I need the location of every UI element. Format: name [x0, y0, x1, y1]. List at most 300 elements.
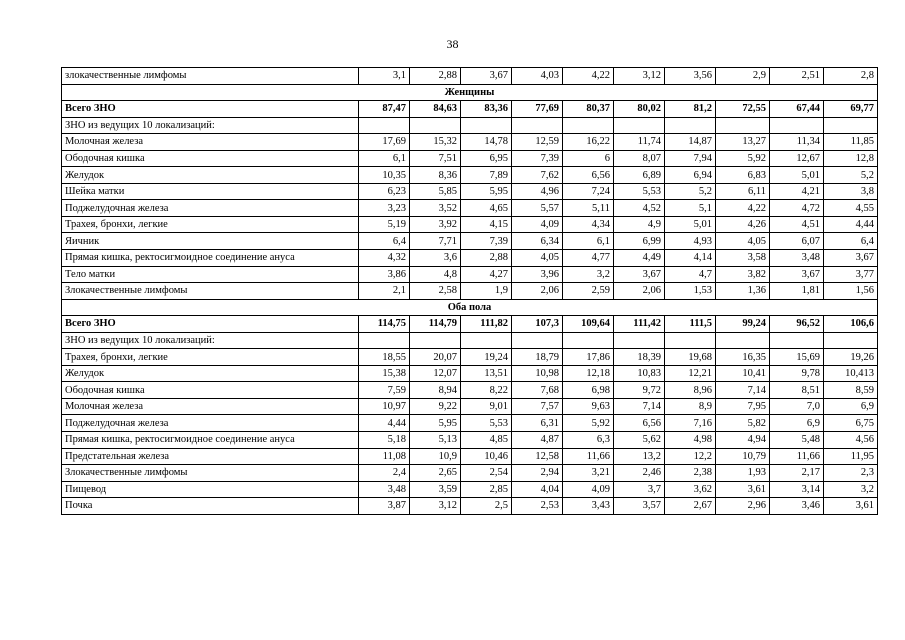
value-cell: 15,32	[410, 134, 461, 151]
value-cell: 6,9	[824, 398, 878, 415]
value-cell: 5,2	[665, 183, 716, 200]
value-cell: 19,26	[824, 349, 878, 366]
value-cell: 4,32	[359, 250, 410, 267]
row-label: Тело матки	[62, 266, 359, 283]
value-cell: 8,22	[461, 382, 512, 399]
value-cell: 3,8	[824, 183, 878, 200]
value-cell: 10,9	[410, 448, 461, 465]
value-cell: 3,6	[410, 250, 461, 267]
value-cell: 114,79	[410, 316, 461, 333]
value-cell: 7,57	[512, 398, 563, 415]
value-cell: 6,4	[824, 233, 878, 250]
value-cell: 6,89	[614, 167, 665, 184]
value-cell: 4,14	[665, 250, 716, 267]
table-row	[62, 266, 878, 283]
value-cell: 3,96	[512, 266, 563, 283]
value-cell: 2,38	[665, 465, 716, 482]
value-cell: 3,61	[824, 498, 878, 515]
value-cell: 6,07	[770, 233, 824, 250]
total-row	[62, 316, 878, 333]
value-cell	[665, 332, 716, 349]
row-label: Всего ЗНО	[62, 101, 359, 118]
value-cell	[770, 117, 824, 134]
value-cell: 6,83	[716, 167, 770, 184]
value-cell: 11,08	[359, 448, 410, 465]
value-cell: 2,96	[716, 498, 770, 515]
value-cell: 4,44	[824, 216, 878, 233]
value-cell: 96,52	[770, 316, 824, 333]
value-cell: 2,4	[359, 465, 410, 482]
table-row	[62, 283, 878, 300]
value-cell: 1,81	[770, 283, 824, 300]
value-cell	[512, 117, 563, 134]
value-cell: 6,56	[614, 415, 665, 432]
value-cell: 7,39	[512, 150, 563, 167]
value-cell: 7,39	[461, 233, 512, 250]
value-cell: 6	[563, 150, 614, 167]
table-row	[62, 448, 878, 465]
value-cell: 4,96	[512, 183, 563, 200]
row-label: ЗНО из ведущих 10 локализаций:	[62, 117, 359, 134]
value-cell: 1,9	[461, 283, 512, 300]
value-cell: 4,98	[665, 432, 716, 449]
value-cell: 2,67	[665, 498, 716, 515]
value-cell: 8,51	[770, 382, 824, 399]
value-cell: 5,48	[770, 432, 824, 449]
value-cell: 14,87	[665, 134, 716, 151]
value-cell: 3,48	[770, 250, 824, 267]
value-cell: 12,67	[770, 150, 824, 167]
value-cell: 17,86	[563, 349, 614, 366]
value-cell: 69,77	[824, 101, 878, 118]
value-cell: 5,53	[461, 415, 512, 432]
value-cell: 12,59	[512, 134, 563, 151]
value-cell: 4,05	[512, 250, 563, 267]
value-cell: 2,85	[461, 481, 512, 498]
value-cell: 2,3	[824, 465, 878, 482]
value-cell: 4,15	[461, 216, 512, 233]
table-row	[62, 398, 878, 415]
value-cell: 1,93	[716, 465, 770, 482]
value-cell: 109,64	[563, 316, 614, 333]
value-cell: 7,94	[665, 150, 716, 167]
value-cell: 9,63	[563, 398, 614, 415]
value-cell: 2,94	[512, 465, 563, 482]
value-cell: 5,19	[359, 216, 410, 233]
value-cell: 4,52	[614, 200, 665, 217]
value-cell: 3,62	[665, 481, 716, 498]
value-cell: 2,8	[824, 68, 878, 85]
value-cell: 3,57	[614, 498, 665, 515]
value-cell: 8,94	[410, 382, 461, 399]
value-cell: 10,98	[512, 365, 563, 382]
table-row	[62, 200, 878, 217]
table-row	[62, 233, 878, 250]
row-label: Предстательная железа	[62, 448, 359, 465]
value-cell: 8,07	[614, 150, 665, 167]
value-cell: 4,26	[716, 216, 770, 233]
row-label: Пищевод	[62, 481, 359, 498]
row-label: злокачественные лимфомы	[62, 68, 359, 85]
value-cell: 4,85	[461, 432, 512, 449]
value-cell: 114,75	[359, 316, 410, 333]
value-cell: 10,79	[716, 448, 770, 465]
row-label: Прямая кишка, ректосигмоидное соединение ануса	[62, 250, 359, 267]
value-cell: 3,2	[563, 266, 614, 283]
incidence-table	[61, 67, 878, 515]
value-cell: 2,5	[461, 498, 512, 515]
value-cell: 2,46	[614, 465, 665, 482]
value-cell: 83,36	[461, 101, 512, 118]
value-cell: 7,51	[410, 150, 461, 167]
value-cell: 4,04	[512, 481, 563, 498]
value-cell: 12,07	[410, 365, 461, 382]
value-cell: 9,01	[461, 398, 512, 415]
value-cell: 7,14	[614, 398, 665, 415]
value-cell	[512, 332, 563, 349]
value-cell: 16,35	[716, 349, 770, 366]
value-cell: 11,66	[770, 448, 824, 465]
value-cell: 19,24	[461, 349, 512, 366]
table-row	[62, 465, 878, 482]
row-label: Почка	[62, 498, 359, 515]
row-label: Ободочная кишка	[62, 150, 359, 167]
value-cell	[461, 117, 512, 134]
row-label: Поджелудочная железа	[62, 415, 359, 432]
value-cell: 18,39	[614, 349, 665, 366]
value-cell: 18,55	[359, 349, 410, 366]
value-cell: 5,92	[716, 150, 770, 167]
value-cell: 4,72	[770, 200, 824, 217]
value-cell: 1,36	[716, 283, 770, 300]
value-cell: 10,41	[716, 365, 770, 382]
value-cell: 12,2	[665, 448, 716, 465]
value-cell: 18,79	[512, 349, 563, 366]
section-header-row	[62, 299, 878, 316]
value-cell: 111,42	[614, 316, 665, 333]
value-cell: 6,95	[461, 150, 512, 167]
value-cell: 4,09	[563, 481, 614, 498]
value-cell: 7,14	[716, 382, 770, 399]
value-cell: 7,62	[512, 167, 563, 184]
value-cell: 106,6	[824, 316, 878, 333]
value-cell	[614, 332, 665, 349]
value-cell: 5,85	[410, 183, 461, 200]
total-row	[62, 101, 878, 118]
row-label: Трахея, бронхи, легкие	[62, 216, 359, 233]
section-header-row	[62, 84, 878, 101]
row-label: Поджелудочная железа	[62, 200, 359, 217]
row-label: Трахея, бронхи, легкие	[62, 349, 359, 366]
value-cell	[824, 332, 878, 349]
value-cell	[824, 117, 878, 134]
value-cell: 3,12	[410, 498, 461, 515]
value-cell: 8,36	[410, 167, 461, 184]
value-cell	[716, 332, 770, 349]
value-cell: 12,21	[665, 365, 716, 382]
value-cell: 4,34	[563, 216, 614, 233]
value-cell: 6,98	[563, 382, 614, 399]
value-cell	[614, 117, 665, 134]
value-cell: 7,95	[716, 398, 770, 415]
value-cell	[410, 332, 461, 349]
value-cell: 4,93	[665, 233, 716, 250]
value-cell: 3,61	[716, 481, 770, 498]
value-cell: 2,1	[359, 283, 410, 300]
table-row	[62, 250, 878, 267]
table-row	[62, 498, 878, 515]
value-cell: 5,13	[410, 432, 461, 449]
value-cell	[410, 117, 461, 134]
value-cell: 2,88	[410, 68, 461, 85]
value-cell: 6,99	[614, 233, 665, 250]
page-number: 38	[446, 37, 459, 51]
value-cell: 2,58	[410, 283, 461, 300]
value-cell: 5,62	[614, 432, 665, 449]
row-label: Желудок	[62, 167, 359, 184]
table-row	[62, 134, 878, 151]
value-cell: 3,14	[770, 481, 824, 498]
value-cell: 3,77	[824, 266, 878, 283]
value-cell: 4,05	[716, 233, 770, 250]
row-label: Всего ЗНО	[62, 316, 359, 333]
value-cell: 15,69	[770, 349, 824, 366]
value-cell: 3,48	[359, 481, 410, 498]
value-cell: 9,78	[770, 365, 824, 382]
value-cell: 3,58	[716, 250, 770, 267]
value-cell: 2,59	[563, 283, 614, 300]
value-cell: 2,06	[614, 283, 665, 300]
value-cell: 11,66	[563, 448, 614, 465]
value-cell: 80,37	[563, 101, 614, 118]
value-cell: 6,3	[563, 432, 614, 449]
table-row	[62, 415, 878, 432]
table-row	[62, 382, 878, 399]
value-cell: 4,94	[716, 432, 770, 449]
value-cell: 7,0	[770, 398, 824, 415]
value-cell: 12,18	[563, 365, 614, 382]
value-cell: 9,72	[614, 382, 665, 399]
value-cell: 1,56	[824, 283, 878, 300]
value-cell: 12,58	[512, 448, 563, 465]
value-cell	[359, 117, 410, 134]
value-cell: 3,21	[563, 465, 614, 482]
value-cell: 6,75	[824, 415, 878, 432]
value-cell: 5,95	[461, 183, 512, 200]
value-cell: 1,53	[665, 283, 716, 300]
row-label: ЗНО из ведущих 10 локализаций:	[62, 332, 359, 349]
value-cell: 3,2	[824, 481, 878, 498]
subheader-row	[62, 332, 878, 349]
value-cell: 10,97	[359, 398, 410, 415]
value-cell: 11,34	[770, 134, 824, 151]
value-cell: 13,2	[614, 448, 665, 465]
row-label: Злокачественные лимфомы	[62, 283, 359, 300]
value-cell	[359, 332, 410, 349]
value-cell: 3,23	[359, 200, 410, 217]
value-cell: 11,85	[824, 134, 878, 151]
value-cell: 6,23	[359, 183, 410, 200]
value-cell: 16,22	[563, 134, 614, 151]
value-cell: 3,56	[665, 68, 716, 85]
value-cell: 3,46	[770, 498, 824, 515]
value-cell: 3,59	[410, 481, 461, 498]
value-cell: 4,55	[824, 200, 878, 217]
subheader-row	[62, 117, 878, 134]
row-label: Шейка матки	[62, 183, 359, 200]
value-cell: 4,7	[665, 266, 716, 283]
row-label: Молочная железа	[62, 134, 359, 151]
value-cell: 4,27	[461, 266, 512, 283]
value-cell: 72,55	[716, 101, 770, 118]
value-cell: 3,43	[563, 498, 614, 515]
value-cell: 5,18	[359, 432, 410, 449]
value-cell: 3,67	[824, 250, 878, 267]
value-cell: 5,82	[716, 415, 770, 432]
value-cell	[563, 332, 614, 349]
value-cell: 13,51	[461, 365, 512, 382]
table-row	[62, 349, 878, 366]
value-cell: 77,69	[512, 101, 563, 118]
value-cell: 5,11	[563, 200, 614, 217]
value-cell: 10,413	[824, 365, 878, 382]
value-cell: 3,86	[359, 266, 410, 283]
value-cell: 4,77	[563, 250, 614, 267]
value-cell: 3,67	[461, 68, 512, 85]
value-cell: 14,78	[461, 134, 512, 151]
value-cell: 5,2	[824, 167, 878, 184]
value-cell: 6,11	[716, 183, 770, 200]
value-cell: 80,02	[614, 101, 665, 118]
value-cell: 4,44	[359, 415, 410, 432]
value-cell: 8,59	[824, 382, 878, 399]
value-cell: 5,01	[665, 216, 716, 233]
value-cell: 6,1	[563, 233, 614, 250]
value-cell: 3,92	[410, 216, 461, 233]
value-cell	[563, 117, 614, 134]
value-cell	[461, 332, 512, 349]
value-cell: 9,22	[410, 398, 461, 415]
table-row	[62, 167, 878, 184]
row-label: Желудок	[62, 365, 359, 382]
value-cell: 3,67	[614, 266, 665, 283]
value-cell	[770, 332, 824, 349]
value-cell: 5,53	[614, 183, 665, 200]
table-row	[62, 68, 878, 85]
value-cell: 2,17	[770, 465, 824, 482]
value-cell: 6,56	[563, 167, 614, 184]
value-cell: 3,7	[614, 481, 665, 498]
value-cell: 2,06	[512, 283, 563, 300]
value-cell: 8,96	[665, 382, 716, 399]
row-label: Злокачественные лимфомы	[62, 465, 359, 482]
value-cell: 8,9	[665, 398, 716, 415]
table-row	[62, 365, 878, 382]
value-cell: 12,8	[824, 150, 878, 167]
value-cell: 84,63	[410, 101, 461, 118]
value-cell: 2,9	[716, 68, 770, 85]
value-cell: 11,95	[824, 448, 878, 465]
value-cell: 2,51	[770, 68, 824, 85]
value-cell: 15,38	[359, 365, 410, 382]
value-cell: 99,24	[716, 316, 770, 333]
value-cell: 5,57	[512, 200, 563, 217]
value-cell	[665, 117, 716, 134]
value-cell: 7,59	[359, 382, 410, 399]
value-cell: 19,68	[665, 349, 716, 366]
value-cell: 3,1	[359, 68, 410, 85]
value-cell: 6,94	[665, 167, 716, 184]
value-cell: 111,5	[665, 316, 716, 333]
value-cell: 10,83	[614, 365, 665, 382]
table-body	[62, 68, 878, 515]
value-cell: 3,82	[716, 266, 770, 283]
row-label: Молочная железа	[62, 398, 359, 415]
value-cell: 3,12	[614, 68, 665, 85]
value-cell: 4,56	[824, 432, 878, 449]
value-cell: 6,4	[359, 233, 410, 250]
value-cell: 4,49	[614, 250, 665, 267]
value-cell: 13,27	[716, 134, 770, 151]
value-cell: 5,92	[563, 415, 614, 432]
table-row	[62, 150, 878, 167]
value-cell: 7,24	[563, 183, 614, 200]
value-cell: 7,71	[410, 233, 461, 250]
section-title: Женщины	[62, 84, 878, 101]
value-cell: 6,1	[359, 150, 410, 167]
value-cell: 7,68	[512, 382, 563, 399]
value-cell: 5,95	[410, 415, 461, 432]
table-row	[62, 216, 878, 233]
table-row	[62, 183, 878, 200]
value-cell: 2,53	[512, 498, 563, 515]
value-cell: 4,22	[563, 68, 614, 85]
value-cell: 87,47	[359, 101, 410, 118]
value-cell: 10,46	[461, 448, 512, 465]
value-cell: 111,82	[461, 316, 512, 333]
table-row	[62, 481, 878, 498]
value-cell: 2,65	[410, 465, 461, 482]
value-cell: 107,3	[512, 316, 563, 333]
row-label: Ободочная кишка	[62, 382, 359, 399]
value-cell: 67,44	[770, 101, 824, 118]
value-cell: 4,51	[770, 216, 824, 233]
value-cell: 17,69	[359, 134, 410, 151]
value-cell: 4,21	[770, 183, 824, 200]
value-cell: 10,35	[359, 167, 410, 184]
value-cell: 3,67	[770, 266, 824, 283]
row-label: Прямая кишка, ректосигмоидное соединение ануса	[62, 432, 359, 449]
value-cell	[716, 117, 770, 134]
value-cell: 7,16	[665, 415, 716, 432]
value-cell: 6,9	[770, 415, 824, 432]
value-cell: 7,89	[461, 167, 512, 184]
value-cell: 4,09	[512, 216, 563, 233]
value-cell: 5,1	[665, 200, 716, 217]
value-cell: 6,31	[512, 415, 563, 432]
value-cell: 4,03	[512, 68, 563, 85]
value-cell: 2,54	[461, 465, 512, 482]
value-cell: 5,01	[770, 167, 824, 184]
row-label: Яичник	[62, 233, 359, 250]
value-cell: 11,74	[614, 134, 665, 151]
value-cell: 2,88	[461, 250, 512, 267]
value-cell: 3,87	[359, 498, 410, 515]
value-cell: 4,22	[716, 200, 770, 217]
value-cell: 4,87	[512, 432, 563, 449]
value-cell: 81,2	[665, 101, 716, 118]
section-title: Оба пола	[62, 299, 878, 316]
